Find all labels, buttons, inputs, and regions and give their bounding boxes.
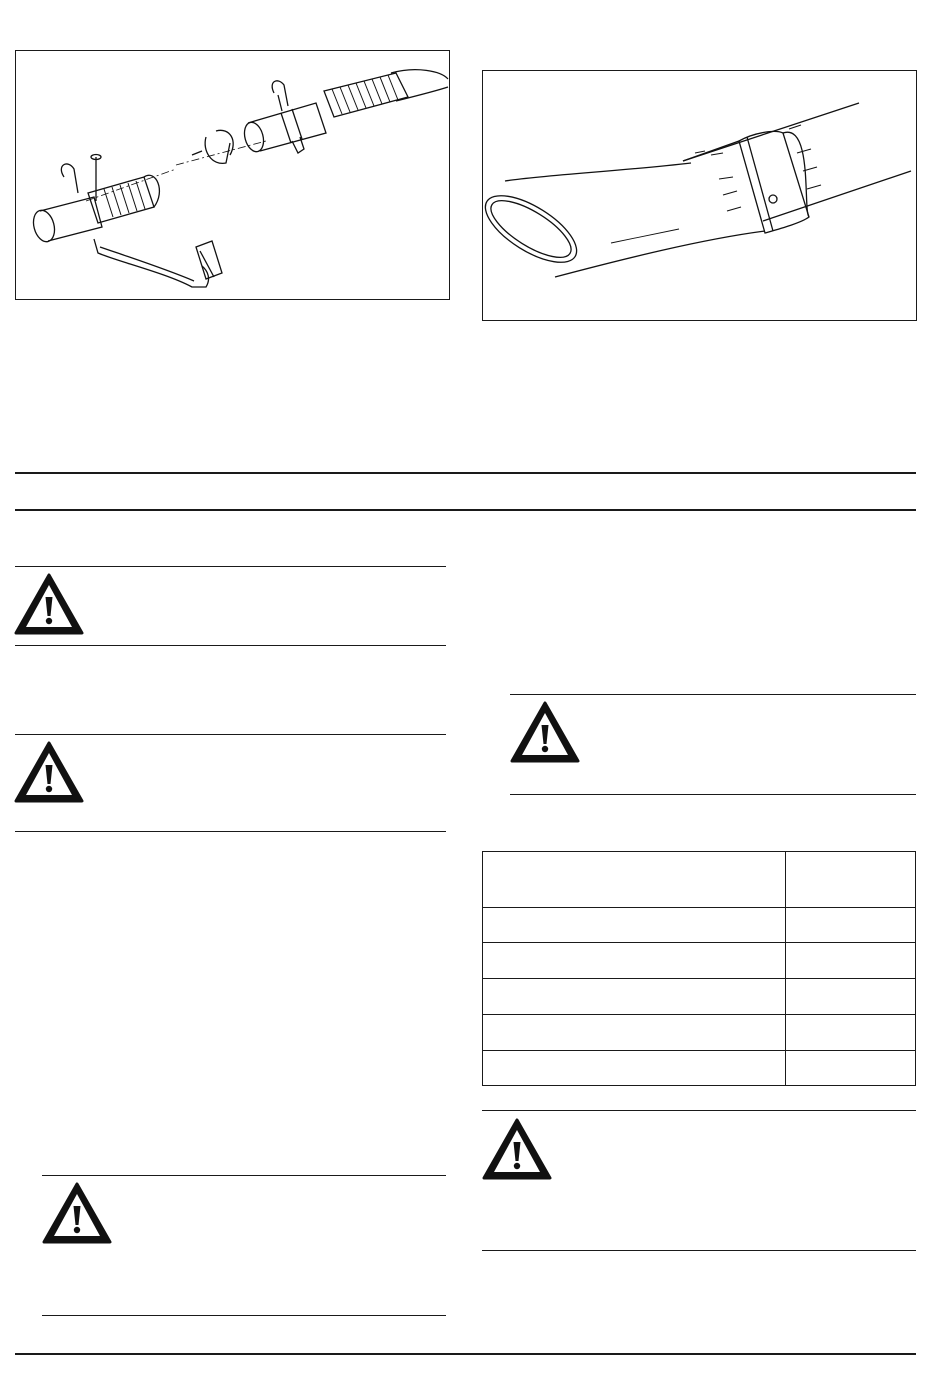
table-row <box>483 1015 916 1051</box>
table-cell <box>786 908 916 943</box>
table-row <box>483 979 916 1015</box>
table-cell <box>483 1051 786 1086</box>
warning-triangle-icon <box>481 1116 553 1182</box>
hose-assembly-illustration <box>16 51 449 299</box>
table-cell <box>483 943 786 979</box>
warning-triangle-icon <box>41 1180 113 1246</box>
table-cell <box>483 1015 786 1051</box>
page-footer-rule <box>15 1353 916 1355</box>
table-cell <box>786 943 916 979</box>
table-cell <box>483 979 786 1015</box>
figure-nozzle <box>482 70 917 321</box>
warning-box-bottom-rule <box>42 1315 446 1316</box>
warning-box-top-rule <box>15 566 446 567</box>
warning-triangle-icon <box>13 739 85 805</box>
table-row <box>483 943 916 979</box>
flat-nozzle-illustration <box>483 71 916 320</box>
figure-hose-assembly <box>15 50 450 300</box>
warning-box-bottom-rule <box>15 831 446 832</box>
warning-box-bottom-rule <box>482 1250 916 1251</box>
warning-box-top-rule <box>42 1175 446 1176</box>
warning-box-top-rule <box>15 734 446 735</box>
spec-table <box>482 851 916 1086</box>
table-cell <box>786 1015 916 1051</box>
section-top-rule <box>15 472 916 474</box>
table-cell <box>786 852 916 908</box>
section-bottom-rule <box>15 509 916 511</box>
table-header-row <box>483 852 916 908</box>
warning-box-bottom-rule <box>15 645 446 646</box>
warning-box-top-rule <box>510 694 916 695</box>
warning-triangle-icon <box>13 571 85 637</box>
table-cell <box>786 1051 916 1086</box>
warning-triangle-icon <box>509 699 581 765</box>
warning-box-top-rule <box>482 1110 916 1111</box>
table-row <box>483 1051 916 1086</box>
table-cell <box>483 852 786 908</box>
warning-box-bottom-rule <box>510 794 916 795</box>
table-cell <box>483 908 786 943</box>
table-cell <box>786 979 916 1015</box>
table-row <box>483 908 916 943</box>
